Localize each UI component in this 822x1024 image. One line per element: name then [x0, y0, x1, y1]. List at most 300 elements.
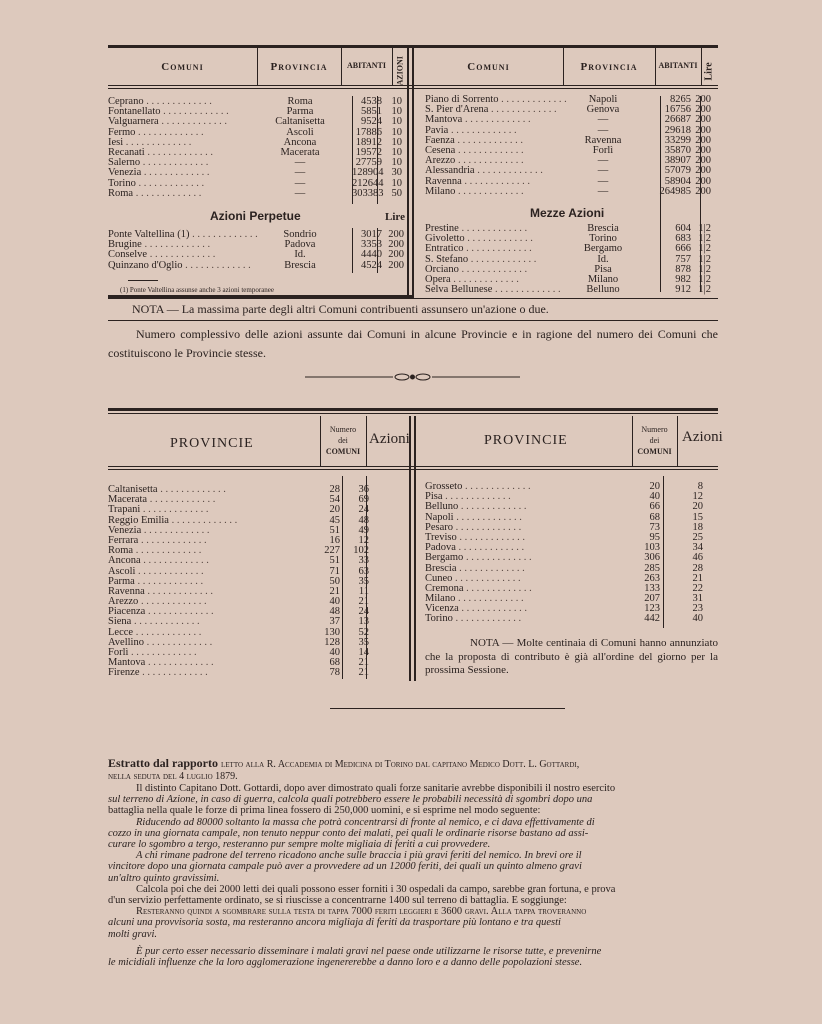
t1-left-azioni: 10	[391, 177, 402, 189]
t1-mezze-comune: Opera . . . . . . . . . . . . .	[425, 273, 519, 285]
t2-left-comuni: 48	[329, 606, 340, 618]
t1-right-provincia: Napoli	[588, 94, 618, 105]
t2-right-provincia: Milano . . . . . . . . . . . . .	[425, 593, 524, 605]
t2-left-provincia: Caltanisetta . . . . . . . . . . . . .	[108, 484, 226, 495]
t1-left-comune: Roma . . . . . . . . . . . . .	[108, 187, 202, 199]
leader-dots: . . . . . . . . . . . . .	[131, 616, 200, 628]
t1-perp-comune: Conselve . . . . . . . . . . . . .	[108, 249, 216, 261]
t2-left-azioni: 36	[358, 484, 369, 495]
t1-mezze-abitanti: 982	[675, 273, 691, 285]
section-divider	[330, 708, 565, 709]
t2-header-numero-line2-r: dei	[649, 436, 660, 445]
report-p1: Il distinto Capitano Dott. Gottardi, dopo aver dimostrato quali forze sanitarie avrebbe disponibili il nostro esercito	[136, 783, 616, 794]
t1-left-comune: Ceprano . . . . . . . . . . . . .	[108, 96, 212, 107]
mezze-title: Mezze Azioni	[530, 206, 605, 220]
t2-left-comuni: 71	[329, 565, 340, 577]
t1-right-lire: 200	[695, 104, 711, 116]
report-p6b-text: le micidiali influenze che la loro agglomerazione ingenererebbe a danno loro e a danno delle popolazioni stesse.	[108, 957, 583, 969]
t1-mezze-provincia: Bergamo	[583, 243, 623, 255]
leader-dots: . . . . . . . . . . . . .	[160, 106, 229, 118]
t1-left-comune: Venezia . . . . . . . . . . . . .	[108, 167, 210, 179]
t2-right-comuni: 68	[649, 511, 660, 523]
t1-perp-provincia: Sondrio	[283, 229, 317, 240]
t2-left-provincia: Siena . . . . . . . . . . . . .	[108, 616, 200, 628]
t2-header-numero-line1: Numero	[329, 425, 357, 434]
t2-right-azioni: 40	[692, 613, 703, 625]
t1-right-comune: Arezzo . . . . . . . . . . . . .	[425, 155, 524, 167]
t1-right-lire: 200	[695, 94, 711, 105]
t1-header-comuni-right: Comuni	[467, 61, 510, 73]
t1-mezze-row	[425, 285, 720, 295]
t1-left-abitanti: 303383	[352, 187, 384, 199]
t1-right-comune: Faenza . . . . . . . . . . . . .	[425, 134, 523, 146]
t1-mezze-abitanti: 666	[675, 243, 691, 255]
t1-perp-provincia: Brescia	[284, 259, 316, 271]
t2-right-provincia: Grosseto . . . . . . . . . . . . .	[425, 481, 531, 492]
report-p5c	[108, 929, 720, 940]
t2-right-azioni: 23	[692, 603, 703, 615]
t1-right-provincia: —	[597, 175, 609, 187]
t2-header-provincie-right: PROVINCIE	[484, 433, 568, 448]
t1-vline	[701, 48, 702, 85]
t2-right-provincia: Torino . . . . . . . . . . . . .	[425, 613, 522, 625]
t2-header-numero-line3-r: COMUNI	[637, 447, 672, 456]
t1-left-comune: Valguarnera . . . . . . . . . . . . .	[108, 116, 227, 128]
report-p3c	[108, 873, 720, 884]
t2-left-provincia: Ferrara . . . . . . . . . . . . .	[108, 534, 207, 546]
report-p5b	[108, 917, 720, 928]
nota-bottom-rule	[108, 320, 718, 321]
t2-left-azioni: 69	[358, 494, 369, 506]
t2-left-comuni: 40	[329, 647, 340, 658]
t2-right-comuni: 103	[644, 542, 660, 554]
t2-vline	[677, 416, 678, 466]
leader-dots: . . . . . . . . . . . . .	[123, 136, 192, 148]
t1-left-provincia: —	[294, 177, 306, 189]
t2-left-provincia: Ravenna . . . . . . . . . . . . .	[108, 585, 213, 597]
t1-perp-abitanti: 3353	[361, 239, 382, 251]
report-p5: Resteranno quindi a sgombrare sulla testa di tappa 7000 feriti leggieri e 3600 gravi. Alla tappa troveranno	[136, 906, 587, 918]
report-p3b-text: vincitore dopo una giornata campale può aver a provvedere ad un 12000 feriti, dei quali un quinto almeno gravi	[108, 861, 582, 873]
t1-left-provincia: Parma	[286, 106, 314, 118]
t1-right-provincia: —	[597, 124, 609, 136]
t2-left-azioni: 21	[358, 667, 369, 679]
leader-dots: . . . . . . . . . . . . .	[458, 223, 528, 234]
t1-right-provincia: Genova	[586, 104, 620, 116]
t1-perp-row	[108, 261, 408, 271]
leader-dots: . . . . . . . . . . . . .	[140, 555, 209, 567]
t2-left-provincia: Macerata . . . . . . . . . . . . .	[108, 494, 216, 506]
leader-dots: . . . . . . . . . . . . .	[144, 146, 213, 158]
t1-header-abitanti-left: ABITANTI	[347, 61, 386, 70]
t1-left-provincia: Ancona	[283, 136, 317, 148]
leader-dots: . . . . . . . . . . . . .	[141, 239, 211, 251]
t2-left-comuni: 28	[329, 484, 340, 495]
t1-right-comune: Piano di Sorrento . . . . . . . . . . . . .	[425, 94, 567, 105]
leader-dots: . . . . . . . . . . . . .	[135, 177, 205, 189]
ornament-divider	[305, 371, 520, 383]
t1-left-abitanti: 18912	[355, 136, 382, 148]
t1-mezze-abitanti: 757	[675, 253, 691, 265]
leader-dots: . . . . . . . . . . . . .	[498, 94, 567, 105]
t2-left-comuni: 68	[329, 657, 340, 669]
leader-dots: . . . . . . . . . . . . .	[140, 157, 209, 169]
t2-left-azioni: 35	[358, 575, 369, 587]
t1-header-provincia-left: Provincia	[270, 61, 328, 73]
leader-dots: . . . . . . . . . . . . .	[458, 603, 528, 615]
t1-right-lire: 200	[695, 165, 711, 177]
t1-perp-lire: 200	[388, 259, 404, 271]
t2-left-provincia: Roma . . . . . . . . . . . . .	[108, 545, 202, 557]
t2-left-provincia: Ascoli . . . . . . . . . . . . .	[108, 565, 204, 577]
report-p6	[108, 946, 720, 957]
t1-mezze-comune: S. Stefano . . . . . . . . . . . . .	[425, 253, 537, 265]
leader-dots: . . . . . . . . . . . . .	[140, 504, 209, 516]
t1-right-abitanti: 16756	[664, 104, 691, 116]
t2-left-provincia: Mantova . . . . . . . . . . . . .	[108, 657, 214, 669]
t1-right-lire: 200	[695, 144, 711, 156]
t2-left-azioni: 48	[358, 514, 369, 526]
leader-dots: . . . . . . . . . . . . .	[453, 521, 522, 533]
t2-right-comuni: 263	[644, 572, 660, 584]
t1-right-provincia: Forlì	[592, 144, 614, 156]
report-p3	[108, 850, 720, 861]
t1-left-azioni: 10	[391, 126, 402, 138]
t1-mezze-lire: 1|2	[698, 233, 711, 245]
report-title-rest: letto alla R. Accademia di Medicina di Torino dal capitano Medico Dott. L. Gottardi,	[221, 759, 580, 770]
t1-left-provincia: Caltanisetta	[275, 116, 325, 128]
t1-left-provincia: —	[294, 167, 306, 179]
t1-right-provincia: —	[597, 185, 609, 197]
leader-dots: . . . . . . . . . . . . .	[456, 531, 525, 543]
t1-left-provincia: Ascoli	[286, 126, 314, 138]
t2-right-azioni: 25	[692, 531, 703, 543]
leader-dots: . . . . . . . . . . . . .	[143, 96, 212, 107]
t1-perp-provincia: Padova	[284, 239, 316, 251]
report-p1c: battaglia nella quale le forze di prima linea fossero di 250,000 uomini, e si esprime nel modo seguente:	[108, 805, 541, 817]
leader-dots: . . . . . . . . . . . . .	[464, 233, 533, 245]
t2-left-comuni: 54	[329, 494, 340, 506]
leader-dots: . . . . . . . . . . . . .	[455, 155, 524, 167]
t2-left-provincia: Avellino . . . . . . . . . . . . .	[108, 636, 213, 648]
t2-left-comuni: 20	[329, 504, 340, 516]
t1-left-comune: Recanati . . . . . . . . . . . . .	[108, 146, 213, 158]
t1-left-abitanti: 212644	[352, 177, 384, 189]
t2-left-azioni: 52	[358, 626, 369, 638]
t2-left-row	[108, 668, 410, 678]
t1-perp-comune: Quinzano d'Oglio . . . . . . . . . . . . .	[108, 259, 251, 271]
t2-left-provincia: Lecce . . . . . . . . . . . . .	[108, 626, 202, 638]
t2-right-azioni: 15	[692, 511, 703, 523]
leader-dots: . . . . . . . . . . . . .	[133, 545, 202, 557]
t2-right-comuni: 133	[644, 582, 660, 594]
leader-dots: . . . . . . . . . . . . .	[456, 562, 525, 574]
t2-right-comuni: 66	[649, 501, 660, 513]
t1-perp-abitanti: 4524	[361, 259, 382, 271]
t2-header-numero-line1-r: Numero	[641, 425, 668, 434]
leader-dots: . . . . . . . . . . . . .	[133, 626, 202, 638]
t2-right-azioni: 8	[697, 481, 703, 492]
leader-dots: . . . . . . . . . . . . .	[468, 253, 537, 265]
t2-right-azioni: 22	[692, 582, 703, 594]
t2-left-provincia: Arezzo . . . . . . . . . . . . .	[108, 596, 207, 608]
t2-header-azioni-right: Azioni	[682, 429, 723, 445]
t2-header-provincie-left: PROVINCIE	[170, 436, 254, 451]
t2-right-azioni: 34	[692, 542, 703, 554]
leader-dots: . . . . . . . . . . . . .	[474, 165, 543, 177]
leader-dots: . . . . . . . . . . . . .	[133, 187, 202, 199]
t1-right-row	[425, 187, 720, 197]
t1-mezze-provincia: Brescia	[587, 223, 619, 234]
leader-dots: . . . . . . . . . . . . .	[455, 144, 524, 156]
t2-right-provincia: Cremona . . . . . . . . . . . . .	[425, 582, 532, 594]
t1-perp-abitanti: 3017	[361, 229, 382, 240]
t1-right-comune: Ravenna . . . . . . . . . . . . .	[425, 175, 530, 187]
perpetue-rows	[108, 230, 408, 271]
t1-mezze-lire: 1|2	[698, 243, 711, 255]
t2-left-provincia: Firenze . . . . . . . . . . . . .	[108, 667, 208, 679]
t2-header-numero-line2: dei	[338, 436, 348, 445]
t2-right-provincia: Pesaro . . . . . . . . . . . . .	[425, 521, 522, 533]
t2-right-comuni: 95	[649, 531, 660, 543]
leader-dots: . . . . . . . . . . . . .	[158, 116, 227, 128]
t2-header-numero-line3: COMUNI	[325, 447, 361, 456]
t2-left-azioni: 49	[358, 524, 369, 536]
t2-right-comuni: 207	[644, 593, 660, 605]
t2-left-azioni: 12	[358, 534, 369, 546]
t2-left-azioni: 63	[358, 565, 369, 577]
t1-left-azioni: 10	[391, 116, 402, 128]
t2-vline	[366, 416, 367, 466]
report-title-bold: Estratto dal rapporto	[108, 756, 218, 770]
t1-right-lire: 200	[695, 155, 711, 167]
footnote: (1) Ponte Valtellina assunse anche 3 azioni temporanee	[120, 286, 275, 294]
report-p2b-text: cozzo in una giornata campale, non tenuto neppur conto dei malati, pei quali le ordinarie risorse bastano ad assi-	[108, 827, 589, 839]
t2-left-comuni: 21	[329, 585, 340, 597]
table2-top-rule	[108, 408, 718, 411]
t2-left-azioni: 35	[358, 636, 369, 648]
leader-dots: . . . . . . . . . . . . .	[458, 501, 527, 513]
t1-mezze-provincia: Belluno	[586, 284, 620, 296]
t1-right-comune: Cesena . . . . . . . . . . . . .	[425, 144, 524, 156]
t2-left-comuni: 78	[329, 667, 340, 679]
t2-right-comuni: 123	[644, 603, 660, 615]
t2-left-comuni: 45	[329, 514, 340, 526]
t1-right-abitanti: 26687	[664, 114, 691, 126]
t1-right-comune: Mantova . . . . . . . . . . . . .	[425, 114, 531, 126]
leader-dots: . . . . . . . . . . . . .	[463, 582, 532, 594]
t1-right-comune: Milano . . . . . . . . . . . . .	[425, 185, 524, 197]
t1-perp-comune: Ponte Valtellina (1) . . . . . . . . . . . . .	[108, 229, 258, 240]
t1-mezze-lire: 1|2	[698, 223, 711, 234]
t1-mezze-abitanti: 604	[675, 223, 691, 234]
t1-left-comune: Fontanellato . . . . . . . . . . . . .	[108, 106, 229, 118]
t1-left-abitanti: 128904	[352, 167, 384, 179]
report-p6b	[108, 957, 720, 968]
leader-dots: . . . . . . . . . . . . .	[455, 542, 525, 554]
t1-mezze-provincia: Torino	[589, 233, 617, 245]
t1-mezze-comune: Orciano . . . . . . . . . . . . .	[425, 263, 528, 275]
t1-header-abitanti-right: ABITANTI	[658, 61, 698, 70]
t2-right-comuni: 40	[649, 491, 660, 503]
report-block	[108, 757, 720, 968]
leader-dots: . . . . . . . . . . . . .	[138, 596, 207, 608]
t2-nota: NOTA — Molte centinaia di Comuni hanno annunziato che la proposta di contributo è già all'ordine del giorno per la prossima Sessione.	[425, 637, 718, 676]
t1-vline	[392, 48, 393, 85]
t1-left-abitanti: 17886	[355, 126, 382, 138]
t1-left-provincia: —	[294, 157, 306, 169]
t1-right-provincia: —	[597, 165, 609, 177]
report-title-line2: nella seduta del 4 luglio 1879.	[108, 771, 238, 782]
t1-mezze-abitanti: 912	[675, 284, 691, 296]
t2-right-provincia: Treviso . . . . . . . . . . . . .	[425, 531, 525, 543]
t2-header-azioni-left: Azioni	[369, 431, 410, 447]
leader-dots: . . . . . . . . . . . . .	[128, 647, 197, 658]
summary-paragraph: Numero complessivo delle azioni assunte dai Comuni in alcune Provincie e in ragione del numero dei Comuni che costituiscono le Provincie stesse.	[108, 327, 718, 360]
t2-right-provincia: Napoli . . . . . . . . . . . . .	[425, 511, 522, 523]
report-p3b	[108, 861, 720, 872]
t1-right-comune: S. Pier d'Arena . . . . . . . . . . . . .	[425, 104, 557, 116]
leader-dots: . . . . . . . . . . . . .	[463, 552, 532, 564]
t1-right-abitanti: 38907	[664, 155, 691, 167]
leader-dots: . . . . . . . . . . . . .	[135, 565, 204, 577]
t2-right-azioni: 46	[692, 552, 703, 564]
t2-left-comuni: 227	[324, 545, 340, 557]
t1-mezze-provincia: Pisa	[594, 263, 612, 275]
leader-dots: . . . . . . . . . . . . .	[458, 263, 528, 275]
t2-right-azioni: 21	[692, 572, 703, 584]
t1-left-azioni: 10	[391, 106, 402, 118]
t1-left-comune: Torino . . . . . . . . . . . . .	[108, 177, 205, 189]
t2-left-azioni: 24	[358, 606, 369, 618]
leader-dots: . . . . . . . . . . . . .	[147, 249, 216, 261]
t2-right-comuni: 285	[644, 562, 660, 574]
t2-left-azioni: 24	[358, 504, 369, 516]
t1-left-row	[108, 189, 408, 199]
leader-dots: . . . . . . . . . . . . .	[182, 259, 251, 271]
t1-right-lire: 200	[695, 124, 711, 136]
leader-dots: . . . . . . . . . . . . .	[144, 585, 213, 597]
t1-mezze-abitanti: 878	[675, 263, 691, 275]
t1-right-provincia: Ravenna	[584, 134, 622, 146]
t1-mezze-lire: 1|2	[698, 284, 711, 296]
report-p2c	[108, 839, 720, 850]
leader-dots: . . . . . . . . . . . . .	[450, 273, 519, 285]
t2-right-comuni: 73	[649, 521, 660, 533]
leader-dots: . . . . . . . . . . . . .	[139, 667, 208, 679]
leader-dots: . . . . . . . . . . . . .	[168, 514, 238, 526]
t2-right-azioni: 20	[692, 501, 703, 513]
leader-dots: . . . . . . . . . . . . .	[145, 657, 214, 669]
t1-left-provincia: —	[294, 187, 306, 199]
t2-left-comuni: 51	[329, 555, 340, 567]
t1-left-abitanti: 4538	[361, 96, 382, 107]
leader-dots: . . . . . . . . . . . . .	[141, 167, 210, 179]
t1-left-comune: Salerno . . . . . . . . . . . . .	[108, 157, 209, 169]
perpetue-lire-header: Lire	[385, 211, 405, 223]
t2-header-numero-left	[320, 424, 366, 457]
t1-right-abitanti: 8265	[670, 94, 691, 105]
t1-right-abitanti: 58904	[664, 175, 691, 187]
t1-header-lire: Lire	[703, 62, 715, 81]
t1-mezze-lire: 1|2	[698, 273, 711, 285]
t1-left-provincia: Macerata	[280, 146, 320, 158]
t2-right-provincia: Brescia . . . . . . . . . . . . .	[425, 562, 525, 574]
t1-right-abitanti: 33299	[664, 134, 691, 146]
report-p4: Calcola poi che dei 2000 letti dei quali possono esser forniti i 30 ospedali da campo, sarebbe gran fortuna, e prova	[136, 883, 616, 895]
leader-dots: . . . . . . . . . . . . .	[492, 284, 561, 296]
t2-right-azioni: 31	[692, 593, 703, 605]
leader-dots: . . . . . . . . . . . . .	[454, 134, 523, 146]
t1-perp-abitanti: 4440	[361, 249, 382, 261]
t1-left-comune: Fermo . . . . . . . . . . . . .	[108, 126, 204, 138]
report-p5c-text: molti gravi.	[108, 928, 157, 940]
t1-left-abitanti: 5851	[361, 106, 382, 118]
t2-left-provincia: Trapani . . . . . . . . . . . . .	[108, 504, 209, 516]
t1-right-abitanti: 264985	[659, 185, 691, 197]
t2-left-azioni: 11	[358, 585, 369, 597]
t1-center-vline-2	[412, 48, 414, 298]
report-p2c-text: curare lo sgombro a tergo, resteranno pur sempre molte migliaia di feriti a cui provvedere.	[108, 839, 491, 851]
t2-left-comuni: 37	[329, 616, 340, 628]
t1-left-comune: Iesi . . . . . . . . . . . . .	[108, 136, 192, 148]
t1-perp-comune: Brugine . . . . . . . . . . . . .	[108, 239, 211, 251]
t2-right-azioni: 18	[692, 521, 703, 533]
t1-right-lire: 200	[695, 175, 711, 187]
t1-right-abitanti: 57079	[664, 165, 691, 177]
t1-right-comune: Pavia . . . . . . . . . . . . .	[425, 124, 517, 136]
t1-right-lire: 200	[695, 114, 711, 126]
leader-dots: . . . . . . . . . . . . .	[145, 606, 214, 618]
t1-right-provincia: —	[597, 114, 609, 126]
t1-left-azioni: 10	[391, 136, 402, 148]
leader-dots: . . . . . . . . . . . . .	[135, 126, 204, 138]
t1-right-rows	[425, 95, 720, 197]
leader-dots: . . . . . . . . . . . . .	[488, 104, 557, 116]
leader-dots: . . . . . . . . . . . . .	[143, 636, 213, 648]
t1-mezze-comune: Entratico . . . . . . . . . . . . .	[425, 243, 532, 255]
t2-right-provincia: Cuneo . . . . . . . . . . . . .	[425, 572, 521, 584]
t1-perp-lire: 200	[388, 239, 404, 251]
t2-right-comuni: 306	[644, 552, 660, 564]
t2-left-azioni: 13	[358, 616, 369, 628]
t1-right-abitanti: 35870	[664, 144, 691, 156]
t2-left-comuni: 51	[329, 524, 340, 536]
t2-center-vline-2	[414, 416, 416, 681]
leader-dots: . . . . . . . . . . . . .	[448, 124, 517, 136]
t2-right-provincia: Belluno . . . . . . . . . . . . .	[425, 501, 527, 513]
t1-header-provincia-right: Provincia	[580, 61, 638, 73]
report-p1b-text: sul terreno di Azione, in caso di guerra, calcola quali potrebbero essere le probabili necessità di sgombri dopo una	[108, 794, 593, 806]
t1-mezze-lire: 1|2	[698, 263, 711, 275]
t1-left-azioni: 10	[391, 96, 402, 107]
leader-dots: . . . . . . . . . . . . .	[189, 229, 258, 240]
t2-right-azioni: 28	[692, 562, 703, 574]
t2-left-azioni: 102	[353, 545, 369, 557]
t2-right-row	[425, 614, 720, 624]
t1-right-provincia: —	[597, 155, 609, 167]
t2-left-comuni: 130	[324, 626, 340, 638]
t2-right-provincia: Pisa . . . . . . . . . . . . .	[425, 491, 511, 503]
report-p2-text: Riducendo ad 80000 soltanto la massa che potrà concentrarsi di fronte al nemico, e ci dava effettivamente di	[136, 816, 595, 828]
leader-dots: . . . . . . . . . . . . .	[461, 175, 530, 187]
leader-dots: . . . . . . . . . . . . .	[452, 613, 522, 625]
report-p6-text: È pur certo esser necessario disseminare i malati gravi nel paese onde utilizzarne le risorse tutte, e prevenirne	[136, 945, 602, 957]
t1-mezze-comune: Selva Bellunese . . . . . . . . . . . . .	[425, 284, 561, 296]
t1-mezze-provincia: Milano	[587, 273, 619, 285]
t2-left-azioni: 21	[358, 657, 369, 669]
report-p5b-text: alcuni una provvisoria sosta, ma resteranno ancora migliaja di feriti da trasportare più lontano e tra questi	[108, 917, 561, 929]
